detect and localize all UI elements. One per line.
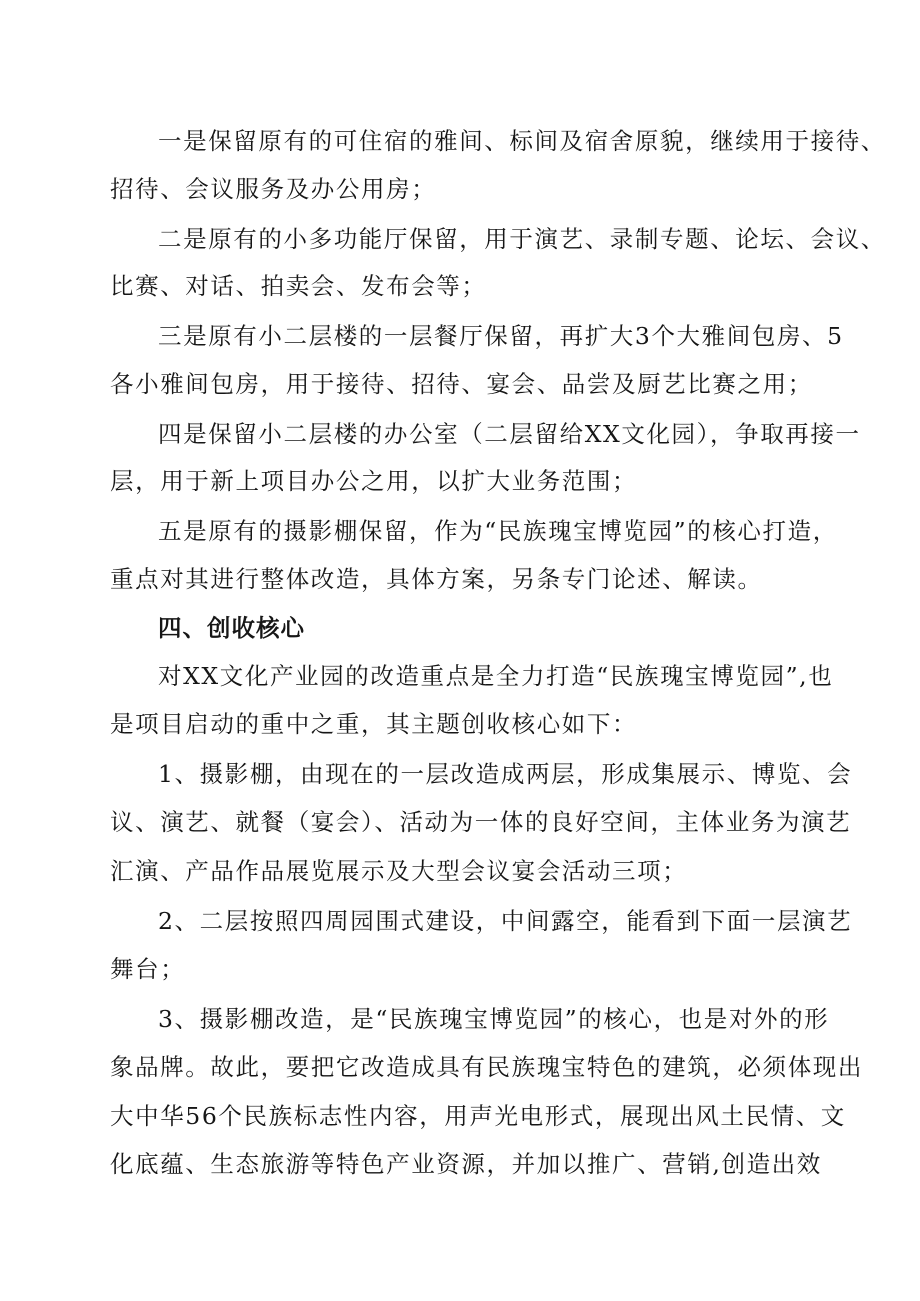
paragraph-5-line-2: 重点对其进行整体改造，具体方案，另条专门论述、解读。 xyxy=(110,565,763,593)
paragraph-2-line-1: 二是原有的小多功能厅保留，用于演艺、录制专题、论坛、会议、 xyxy=(158,225,886,253)
section-paragraph-2-line-1: 1、摄影棚，由现在的一层改造成两层，形成集展示、博览、会 xyxy=(158,760,853,788)
section-paragraph-4-line-3: 大中华56个民族标志性内容，用声光电形式，展现出风土民情、文 xyxy=(110,1102,846,1130)
paragraph-1-line-1: 一是保留原有的可住宿的雅间、标间及宿舍原貌，继续用于接待、 xyxy=(158,127,886,155)
section-paragraph-3-line-1: 2、二层按照四周园围式建设，中间露空，能看到下面一层演艺 xyxy=(158,907,853,935)
section-paragraph-4-line-2: 象品牌。故此，要把它改造成具有民族瑰宝特色的建筑，必须体现出 xyxy=(110,1053,863,1081)
paragraph-3-line-1: 三是原有小二层楼的一层餐厅保留，再扩大3个大雅间包房、5 xyxy=(158,322,844,350)
paragraph-4-line-1: 四是保留小二层楼的办公室（二层留给XX文化园），争取再接一 xyxy=(158,420,861,448)
paragraph-3-line-2: 各小雅间包房，用于接待、招待、宴会、品尝及厨艺比赛之用； xyxy=(110,370,813,398)
paragraph-1-line-2: 招待、会议服务及办公用房； xyxy=(110,175,437,203)
section-paragraph-2-line-2: 议、演艺、就餐（宴会）、活动为一体的良好空间，主体业务为演艺 xyxy=(110,808,852,836)
section-heading: 四、创收核心 xyxy=(158,614,305,642)
paragraph-2-line-2: 比赛、对话、拍卖会、发布会等； xyxy=(110,272,487,300)
section-paragraph-1-line-2: 是项目启动的重中之重，其主题创收核心如下： xyxy=(110,710,638,738)
section-paragraph-4-line-4: 化底蕴、生态旅游等特色产业资源，并加以推广、营销,创造出效 xyxy=(110,1150,822,1178)
section-paragraph-4-line-1: 3、摄影棚改造，是“民族瑰宝博览园”的核心，也是对外的形 xyxy=(158,1005,830,1033)
paragraph-4-line-2: 层，用于新上项目办公之用，以扩大业务范围； xyxy=(110,467,638,495)
section-paragraph-2-line-3: 汇演、产品作品展览展示及大型会议宴会活动三项； xyxy=(110,857,688,885)
paragraph-5-line-1: 五是原有的摄影棚保留，作为“民族瑰宝博览园”的核心打造， xyxy=(158,517,838,545)
section-paragraph-3-line-2: 舞台； xyxy=(110,955,186,983)
section-paragraph-1-line-1: 对XX文化产业园的改造重点是全力打造“民族瑰宝博览园”,也 xyxy=(158,662,834,690)
